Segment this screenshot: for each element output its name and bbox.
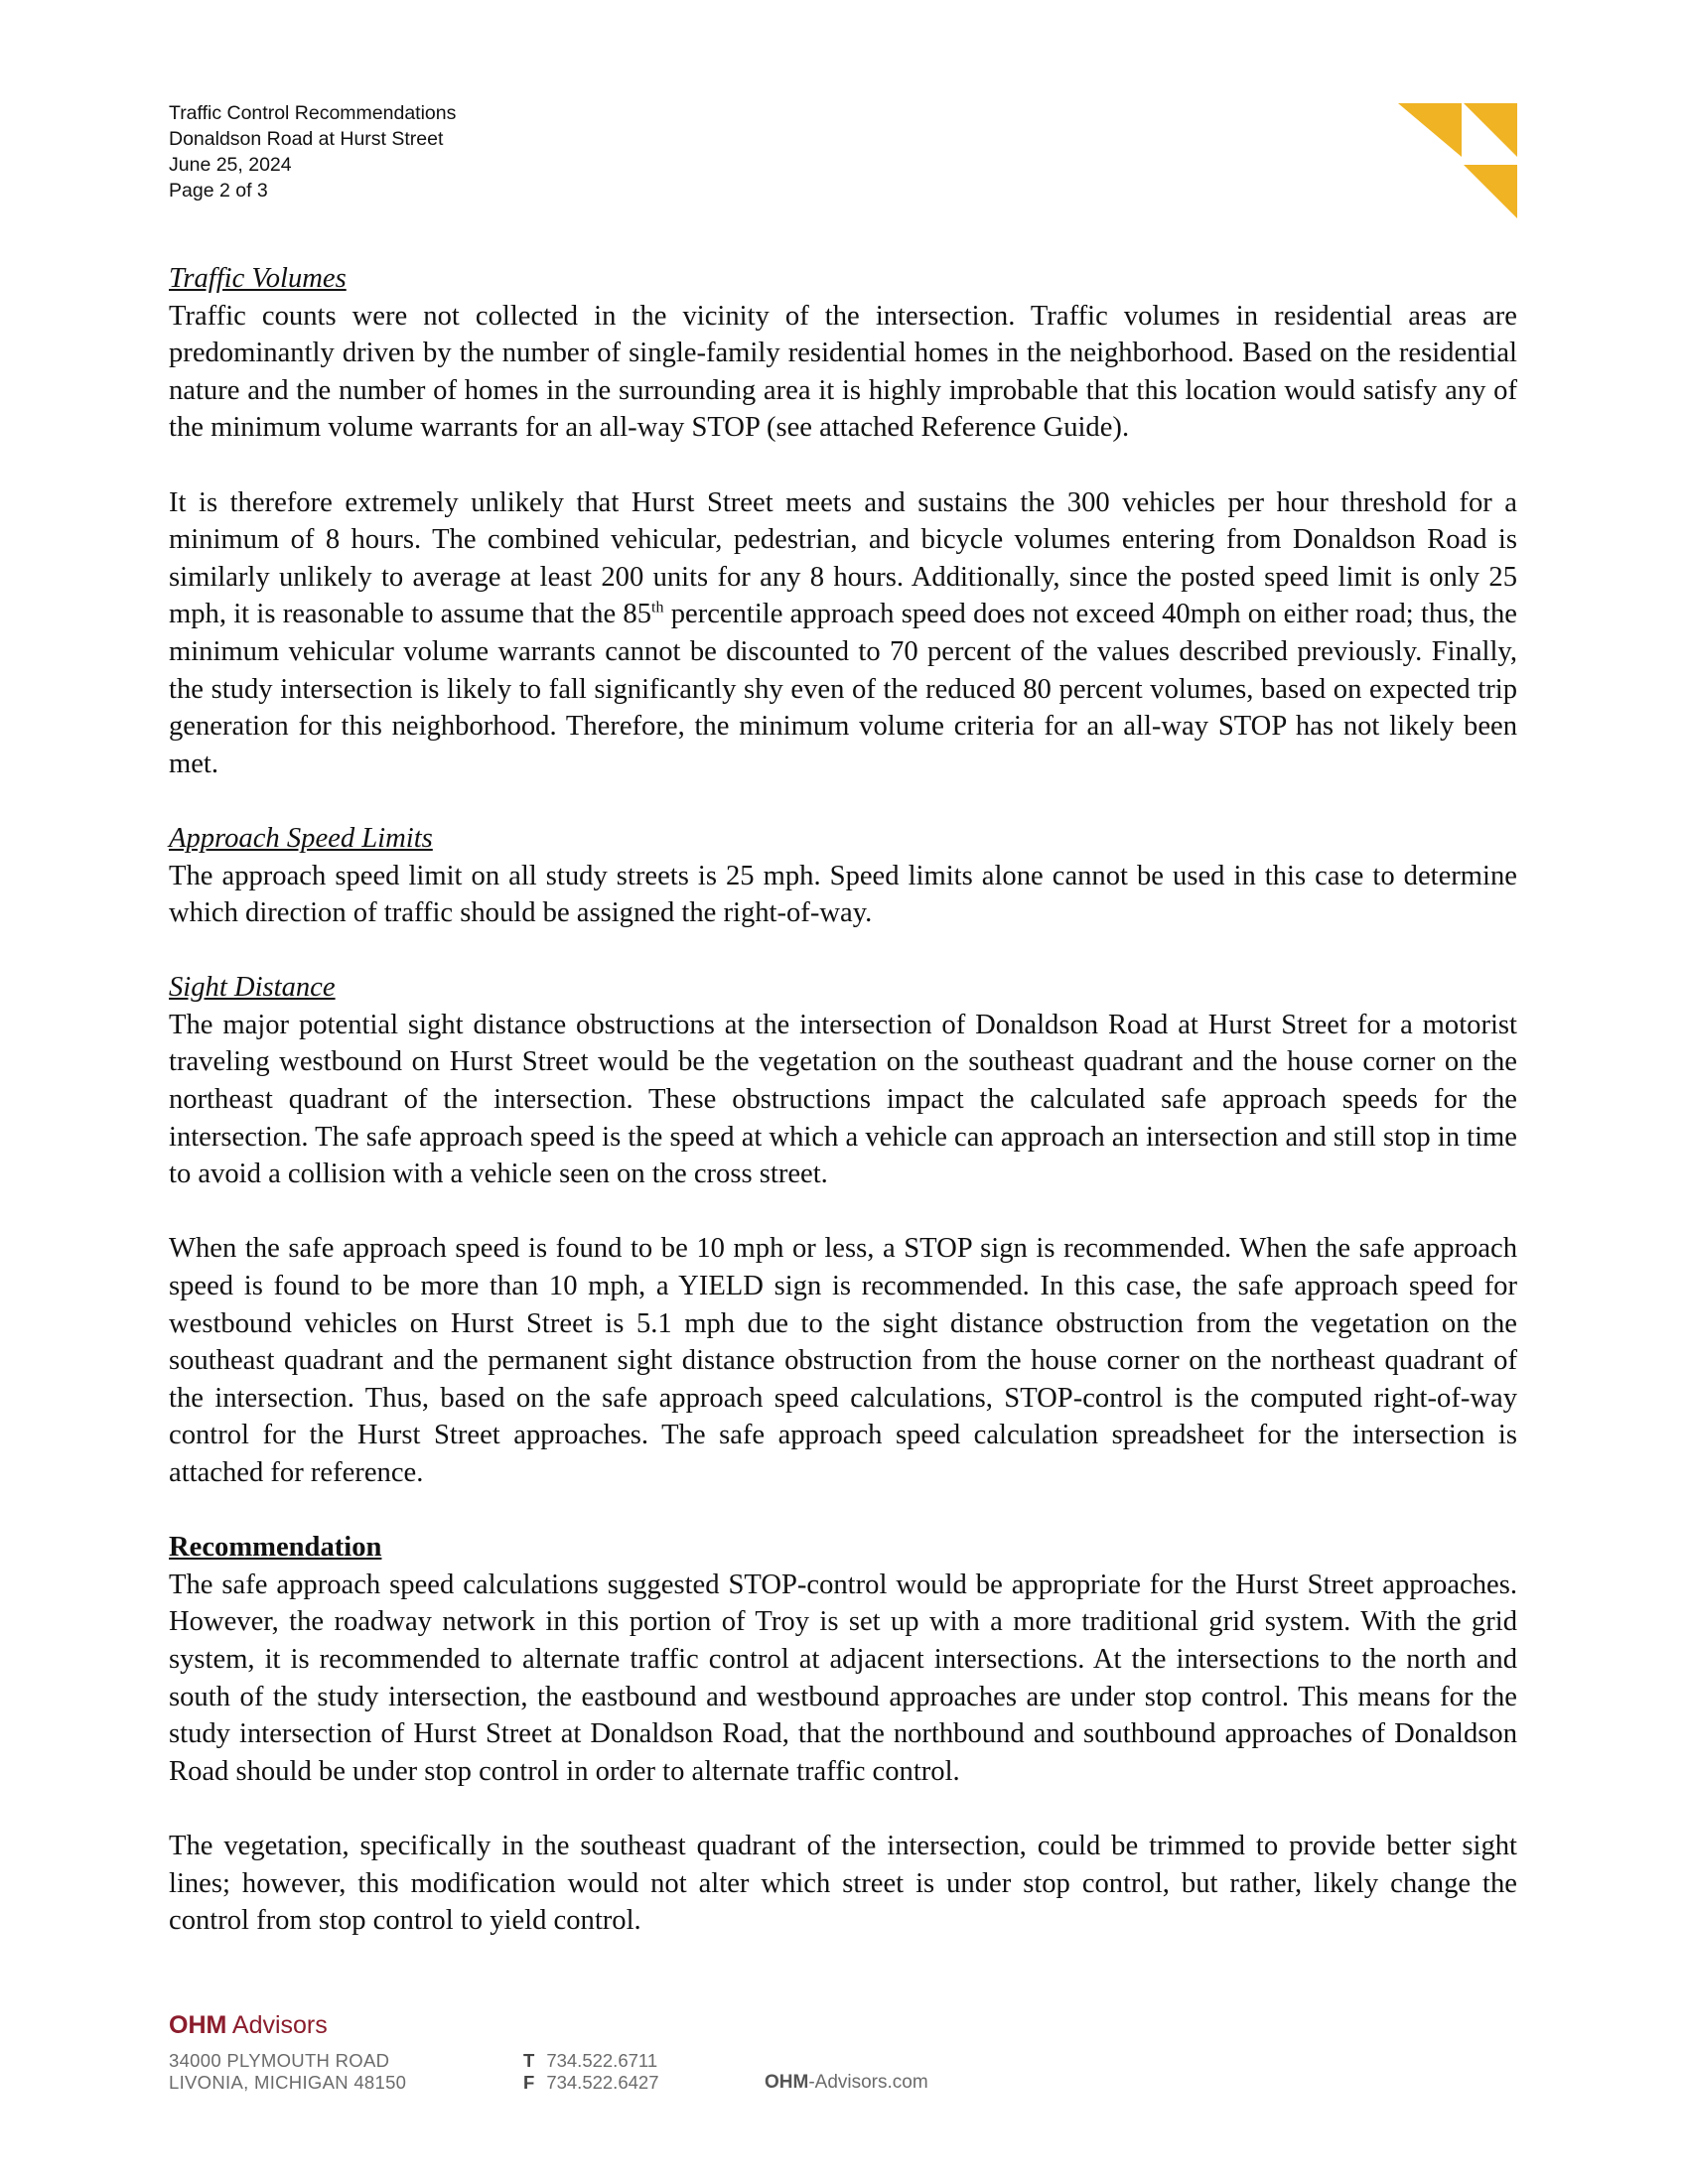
- tv-p2-superscript: th: [651, 599, 664, 616]
- website-bold: OHM: [765, 2072, 809, 2093]
- section-title-sight-distance: Sight Distance: [169, 972, 336, 1004]
- phone-label: T: [523, 2050, 535, 2071]
- letterhead-footer: [169, 2010, 928, 2093]
- ohm-logo-icon: [1398, 103, 1521, 227]
- document-body: [169, 260, 1517, 1940]
- fax-line: [523, 2072, 658, 2094]
- sight-distance-paragraph-2: When the safe approach speed is found to be 10 mph or less, a STOP sign is recommended. When the safe approach speed is found to be more than 10 mph, a YIELD sign is recommended. In this case, the safe approach speed for westbound vehicles on Hurst Street is 5.1 mph due to the sight distance obstruction from the vegetation on the southeast quadrant and the permanent sight distance obstruction from the house corner on the northeast quadrant of the intersection. Thus, based on the safe approach speed calculations, STOP-control is the computed right-of-way control for the Hurst Street approaches. The safe approach speed calculation spreadsheet for the intersection is attached for reference.: [169, 1233, 1517, 1488]
- recommendation-paragraph-2: The vegetation, specifically in the southeast quadrant of the intersection, could be trimmed to provide better sight lines; however, this modification would not alter which street is under stop control, but rather, likely change the control from stop control to yield control.: [169, 1830, 1517, 1937]
- header-location: Donaldson Road at Hurst Street: [169, 128, 444, 150]
- section-title-traffic-volumes: Traffic Volumes: [169, 263, 347, 294]
- address-line-1: 34000 PLYMOUTH ROAD: [169, 2050, 390, 2071]
- tv-p2-text-b: percentile approach speed does not exceed 40mph on either road; thus, the minimum vehicular volume warrants cannot be discounted to 70 percent of the values described previously. Finally, the study intersection is likely to fall significantly shy even of the reduced 80 percent volumes, based on expected trip generation for this neighborhood. Therefore, the minimum volume criteria for an all-way STOP has not likely been met.: [169, 599, 1517, 779]
- fax-label: F: [523, 2072, 535, 2093]
- header-page-number: Page 2 of 3: [169, 180, 268, 202]
- header-date: June 25, 2024: [169, 154, 292, 176]
- traffic-volumes-paragraph-2: [169, 484, 1517, 783]
- website-rest: -Advisors.com: [808, 2072, 928, 2093]
- section-title-recommendation: Recommendation: [169, 1532, 382, 1564]
- company-name-bold: OHM: [169, 2011, 227, 2039]
- section-title-approach-speed: Approach Speed Limits: [169, 822, 433, 854]
- company-phones: [523, 2050, 658, 2094]
- phone-number: 734.522.6711: [546, 2050, 658, 2071]
- company-name: [169, 2010, 328, 2040]
- address-line-2: LIVONIA, MICHIGAN 48150: [169, 2072, 407, 2093]
- company-address: [169, 2050, 406, 2094]
- company-website: [765, 2072, 928, 2094]
- fax-number: 734.522.6427: [546, 2072, 659, 2093]
- approach-speed-paragraph: The approach speed limit on all study streets is 25 mph. Speed limits alone cannot be used in this case to determine which direction of traffic should be assigned the right-of-way.: [169, 860, 1517, 929]
- sight-distance-paragraph-1: The major potential sight distance obstructions at the intersection of Donaldson Road at Hurst Street for a motorist traveling westbound on Hurst Street would be the vegetation on the southeast quadrant and the house corner on the northeast quadrant of the intersection. These obstructions impact the calculated safe approach speeds for the intersection. The safe approach speed is the speed at which a vehicle can approach an intersection and still stop in time to avoid a collision with a vehicle seen on the cross street.: [169, 1009, 1517, 1190]
- traffic-volumes-paragraph-1: Traffic counts were not collected in the vicinity of the intersection. Traffic volumes in residential areas are predominantly driven by the number of single-family residential homes in the neighborhood. Based on the residential nature and the number of homes in the surrounding area it is highly improbable that this location would satisfy any of the minimum volume warrants for an all-way STOP (see attached Reference Guide).: [169, 300, 1517, 444]
- company-name-rest: Advisors: [226, 2011, 328, 2039]
- phone-line: [523, 2050, 658, 2072]
- header-title: Traffic Control Recommendations: [169, 102, 457, 124]
- letter-header: [169, 100, 456, 204]
- tv-p2-text-a: It is therefore extremely unlikely that Hurst Street meets and sustains the 300 vehicles per hour threshold for a minimum of 8 hours. The combined vehicular, pedestrian, and bicycle volumes entering from Donaldson Road is similarly unlikely to average at least 200 units for any 8 hours. Additionally, since the posted speed limit is only 25 mph, it is reasonable to assume that the 85: [169, 486, 1517, 630]
- recommendation-paragraph-1: The safe approach speed calculations suggested STOP-control would be appropriate for the Hurst Street approaches. However, the roadway network in this portion of Troy is set up with a more traditional grid system. With the grid system, it is recommended to alternate traffic control at adjacent intersections. At the intersections to the north and south of the study intersection, the eastbound and westbound approaches are under stop control. This means for the study intersection of Hurst Street at Donaldson Road, that the northbound and southbound approaches of Donaldson Road should be under stop control in order to alternate traffic control.: [169, 1569, 1517, 1787]
